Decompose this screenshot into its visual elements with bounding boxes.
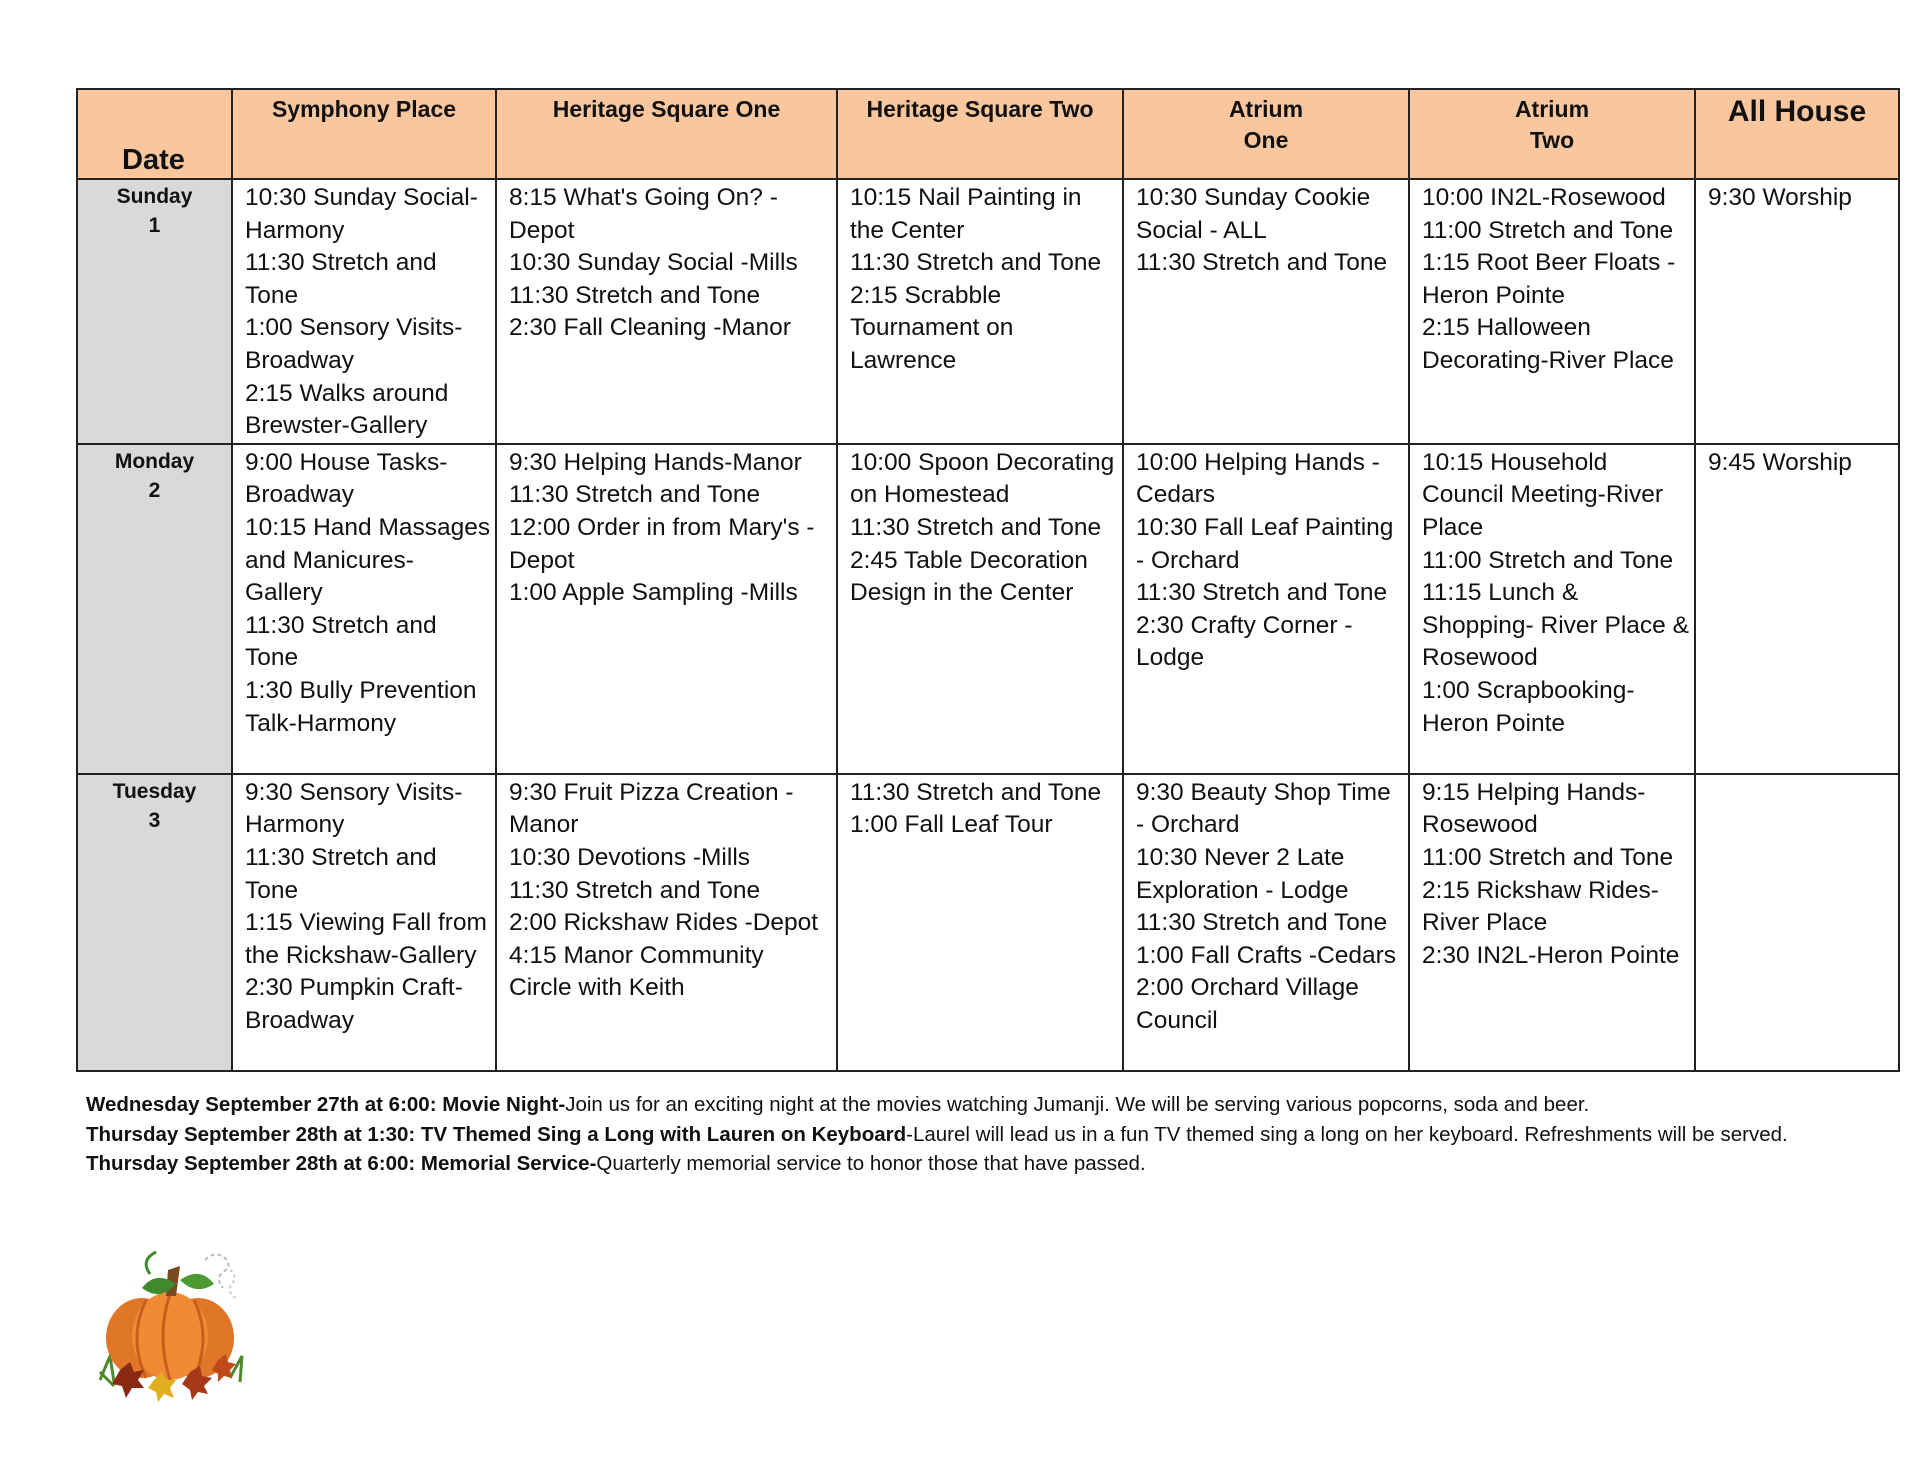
activity-cell: 10:00 Spoon Decorating on Homestead 11:30 Stretch and Tone 2:45 Table Decoration Design in the Center <box>837 444 1123 774</box>
day-number: 1 <box>148 214 161 237</box>
event-note-text: Quarterly memorial service to honor those that have passed. <box>596 1152 1146 1175</box>
activity-cell: 10:00 IN2L-Rosewood 11:00 Stretch and Tone 1:15 Root Beer Floats -Heron Pointe 2:15 Halloween Decorating-River Place <box>1409 179 1695 444</box>
day-cell <box>77 444 232 774</box>
activity-cell: 9:30 Worship <box>1695 179 1899 444</box>
column-header-symphony-place <box>232 89 496 179</box>
day-cell <box>77 774 232 1071</box>
column-header-atrium-two <box>1409 89 1695 179</box>
activity-cell: 10:30 Sunday Social-Harmony 11:30 Stretch and Tone 1:00 Sensory Visits-Broadway 2:15 Walks around Brewster-Gallery <box>232 179 496 444</box>
header-line: One <box>1243 127 1289 153</box>
event-note <box>86 1149 1866 1179</box>
activity-cell: 10:15 Household Council Meeting-River Place 11:00 Stretch and Tone 11:15 Lunch & Shopping- River Place & Rosewood 1:00 Scrapbooking-Heron Pointe <box>1409 444 1695 774</box>
activity-cell: 9:30 Beauty Shop Time - Orchard 10:30 Never 2 Late Exploration - Lodge 11:30 Stretch and Tone 1:00 Fall Crafts -Cedars 2:00 Orchard Village Council <box>1123 774 1409 1071</box>
column-header-atrium-one <box>1123 89 1409 179</box>
header-line: Heritage Square Two <box>866 96 1094 122</box>
header-row <box>77 89 1899 179</box>
activity-cell: 10:00 Helping Hands -Cedars 10:30 Fall Leaf Painting - Orchard 11:30 Stretch and Tone 2:30 Crafty Corner - Lodge <box>1123 444 1409 774</box>
day-name: Monday <box>114 449 195 473</box>
pumpkin-icon <box>80 1240 260 1410</box>
day-cell <box>77 179 232 444</box>
activity-cell: 9:45 Worship <box>1695 444 1899 774</box>
event-note-heading: Thursday September 28th at 6:00: Memorial Service- <box>86 1152 597 1175</box>
activity-cell: 9:30 Helping Hands-Manor 11:30 Stretch and Tone 12:00 Order in from Mary's -Depot 1:00 Apple Sampling -Mills <box>496 444 837 774</box>
activity-cell: 9:30 Fruit Pizza Creation -Manor 10:30 Devotions -Mills 11:30 Stretch and Tone 2:00 Rickshaw Rides -Depot 4:15 Manor Community Circle with Keith <box>496 774 837 1071</box>
day-number: 3 <box>148 808 161 832</box>
activity-schedule-table <box>76 88 1900 1072</box>
header-line: Atrium <box>1514 96 1590 122</box>
activity-cell: 9:15 Helping Hands-Rosewood 11:00 Stretch and Tone 2:15 Rickshaw Rides-River Place 2:30 IN2L-Heron Pointe <box>1409 774 1695 1071</box>
activity-cell <box>1695 774 1899 1071</box>
header-line: Heritage Square One <box>552 96 781 122</box>
activity-cell: 10:15 Nail Painting in the Center 11:30 Stretch and Tone 2:15 Scrabble Tournament on Lawrence <box>837 179 1123 444</box>
activity-cell: 10:30 Sunday Cookie Social - ALL 11:30 Stretch and Tone <box>1123 179 1409 444</box>
event-note-heading: Wednesday September 27th at 6:00: Movie Night- <box>86 1093 566 1116</box>
header-line: All House <box>1727 95 1867 128</box>
day-name: Sunday <box>116 185 193 208</box>
column-header-all-house <box>1695 89 1899 179</box>
activity-cell: 11:30 Stretch and Tone 1:00 Fall Leaf Tour <box>837 774 1123 1071</box>
day-number: 2 <box>148 478 161 502</box>
activity-cell: 9:00 House Tasks-Broadway 10:15 Hand Massages and Manicures-Gallery 11:30 Stretch and Tone 1:30 Bully Prevention Talk-Harmony <box>232 444 496 774</box>
event-note-text: -Laurel will lead us in a fun TV themed sing a long on her keyboard. Refreshments will be served. <box>906 1122 1788 1146</box>
column-header-heritage-square-one <box>496 89 837 179</box>
activity-cell: 9:30 Sensory Visits-Harmony 11:30 Stretch and Tone 1:15 Viewing Fall from the Rickshaw-Gallery 2:30 Pumpkin Craft-Broadway <box>232 774 496 1071</box>
event-notes <box>86 1090 1866 1179</box>
day-name: Tuesday <box>112 779 197 803</box>
event-note-text: Join us for an exciting night at the movies watching Jumanji. We will be serving various popcorns, soda and beer. <box>565 1093 1590 1116</box>
date-column-header: Date <box>77 89 232 179</box>
event-note-heading: Thursday September 28th at 1:30: TV Themed Sing a Long with Lauren on Keyboard <box>86 1122 907 1146</box>
header-line: Two <box>1529 127 1575 153</box>
column-header-heritage-square-two <box>837 89 1123 179</box>
activity-cell: 8:15 What's Going On? -Depot 10:30 Sunday Social -Mills 11:30 Stretch and Tone 2:30 Fall Cleaning -Manor <box>496 179 837 444</box>
table-row <box>77 444 1899 774</box>
table-row <box>77 774 1899 1071</box>
event-note <box>86 1090 1866 1120</box>
header-line: Symphony Place <box>271 96 457 122</box>
header-line: Atrium <box>1228 96 1304 122</box>
event-note <box>86 1120 1866 1150</box>
table-row <box>77 179 1899 444</box>
